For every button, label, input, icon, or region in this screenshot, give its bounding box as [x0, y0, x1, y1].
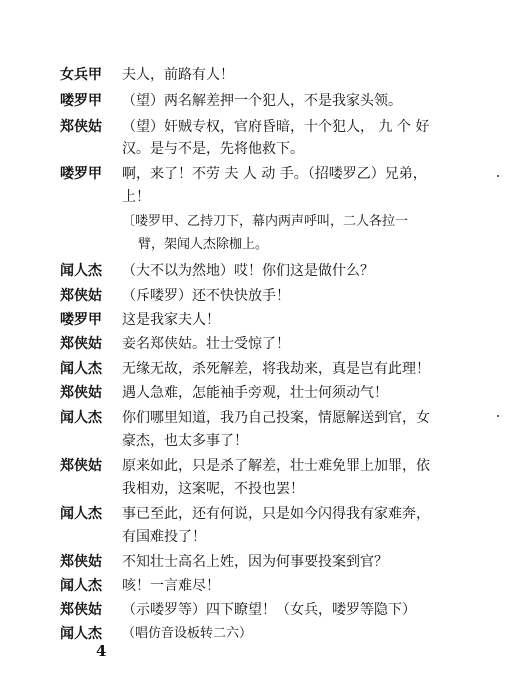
dialogue-text: （望）奸贼专权，官府昏暗，十个犯人， 九 个 好: [122, 119, 430, 135]
dialogue-text: （唱仿音设板转二六）: [122, 626, 253, 641]
dialogue-text: 无缘无故，杀死解差，将我劫来，真是岂有此理！: [122, 361, 430, 377]
dialogue-text: 原来如此，只是杀了解差，壮士难免罪上加罪，依: [122, 458, 430, 474]
dialogue-continuation: 豪杰，也太多事了！: [122, 433, 248, 449]
dialogue-text: （斥喽罗）还不快快放手！: [122, 288, 290, 304]
speaker-label: 闻人杰: [60, 361, 102, 377]
speaker-label: 闻人杰: [60, 410, 102, 426]
dialogue-text: 咳！一言难尽！: [122, 578, 220, 594]
print-speck: [497, 415, 499, 417]
speaker-label: 郑侠姑: [60, 119, 102, 135]
speaker-label: 喽罗甲: [60, 93, 102, 109]
stage-direction: 〔喽罗甲、乙持刀下，幕内两声呼叫，二人各拉一: [122, 214, 409, 229]
speaker-label: 女兵甲: [60, 67, 102, 83]
print-speck: [497, 175, 499, 177]
speaker-label: 喽罗甲: [60, 166, 102, 182]
speaker-label: 郑侠姑: [60, 602, 102, 618]
speaker-label: 闻人杰: [60, 263, 102, 279]
speaker-label: 闻人杰: [60, 506, 102, 522]
dialogue-text: 你们哪里知道，我乃自己投案，情愿解送到官，女: [122, 410, 430, 426]
dialogue-text: 事已至此，还有何说，只是如今闪得我有家难奔，: [122, 506, 430, 522]
page-number: 4: [96, 642, 107, 660]
speaker-label: 郑侠姑: [60, 385, 102, 401]
speaker-label: 郑侠姑: [60, 554, 102, 570]
dialogue-text: 这是我家夫人！: [122, 312, 220, 328]
speaker-label: 郑侠姑: [60, 336, 102, 352]
dialogue-continuation: 汉。是与不是，先将他救下。: [122, 141, 304, 157]
dialogue-continuation: 有国难投了！: [122, 529, 206, 545]
speaker-label: 喽罗甲: [60, 312, 102, 328]
dialogue-text: （示喽罗等）四下瞭望！（女兵，喽罗等隐下）: [122, 602, 416, 618]
dialogue-text: 遇人急难，怎能袖手旁观，壮士何须动气！: [122, 385, 388, 401]
dialogue-text: 夫人，前路有人！: [122, 67, 234, 83]
stage-direction-continuation: 臂，架闻人杰除枷上。: [138, 237, 269, 252]
dialogue-text: 不知壮士高名上姓，因为何事要投案到官？: [122, 554, 388, 570]
speaker-label: 郑侠姑: [60, 458, 102, 474]
dialogue-continuation: 上！: [122, 189, 150, 205]
dialogue-text: （望）两名解差押一个犯人，不是我家头领。: [122, 93, 402, 109]
dialogue-text: （大不以为然地）哎！你们这是做什么？: [122, 263, 374, 279]
speaker-label: 郑侠姑: [60, 288, 102, 304]
dialogue-continuation: 我相劝，这案呢，不投也罢！: [122, 481, 304, 497]
dialogue-text: 妾名郑侠姑。壮士受惊了！: [122, 336, 290, 352]
speaker-label: 闻人杰: [60, 626, 102, 642]
dialogue-text: 啊，来了！不劳 夫 人 动 手。（招喽罗乙）兄弟，: [122, 166, 427, 182]
speaker-label: 闻人杰: [60, 578, 102, 594]
